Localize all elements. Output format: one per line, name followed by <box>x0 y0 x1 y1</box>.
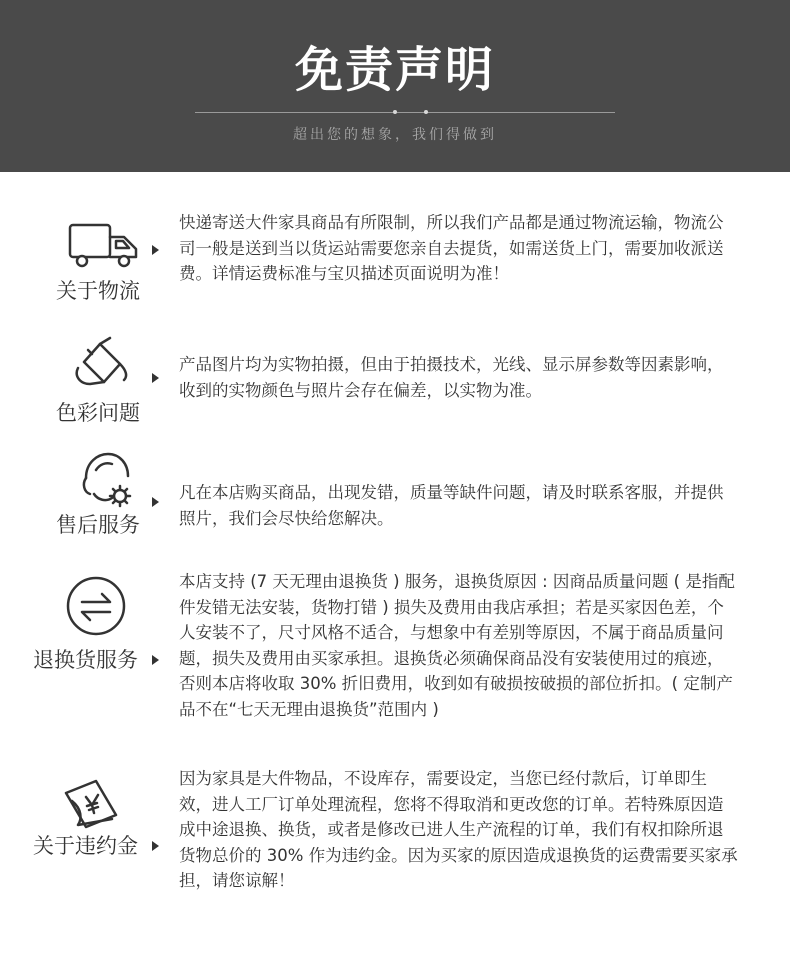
arrow-right-icon <box>152 841 159 851</box>
section-label: 关于违约金 <box>33 834 138 858</box>
page-subtitle: 超出您的想象，我们得做到 <box>293 127 497 143</box>
section-text: 产品图片均为实物拍摄，但由于拍摄技术，光线、显示屏参数等因素影响，收到的实物颜色与照片会存在偏差，以实物为准。 <box>179 355 724 400</box>
paint-bucket-icon <box>66 334 146 404</box>
section-label: 关于物流 <box>56 279 140 303</box>
customer-service-icon <box>66 448 146 518</box>
section-text: 快递寄送大件家具商品有所限制，所以我们产品都是通过物流运输，物流公司一般是送到当以货运站需要您亲自去提货，如需送货上门，需要加收派送费。详情运费标准与宝贝描述页面说明为准！ <box>179 213 724 283</box>
arrow-right-icon <box>152 373 159 383</box>
section-label: 退换货服务 <box>33 648 138 672</box>
delivery-truck-icon <box>66 213 146 283</box>
divider-line <box>397 112 615 113</box>
exchange-icon <box>56 570 136 640</box>
section-text: 凡在本店购买商品，出现发错，质量等缺件问题，请及时联系客服，并提供照片，我们会尽快给您解决。 <box>179 483 724 528</box>
section-label: 售后服务 <box>56 513 140 537</box>
divider-dot <box>393 110 397 114</box>
arrow-right-icon <box>152 497 159 507</box>
arrow-right-icon <box>152 655 159 665</box>
page-title: 免责声明 <box>294 42 495 98</box>
divider-line <box>195 112 393 113</box>
arrow-right-icon <box>152 245 159 255</box>
divider-dot <box>424 110 428 114</box>
section-text: 因为家具是大件物品，不设库存，需要设定，当您已经付款后，订单即生效，进人工厂订单处理流程，您将不得取消和更改您的订单。若特殊原因造成中途退换、换货，或者是修改已进人生产流程的订单，我们有权扣除所退货物总价的 30% 作为违约金。因为买家的原因造成退换货的运费需要买家承担，请您谅解！ <box>179 769 738 890</box>
section-label: 色彩问题 <box>56 401 140 425</box>
header-banner <box>0 0 790 172</box>
section-text: 本店支持 (7 天无理由退换货 ) 服务，退换货原因 : 因商品质量问题 ( 是指配件发错无法安装，货物打错 ) 损失及费用由我店承担；若是买家因色差，个人安装不了，尺寸风格不适合，与想象中有差别等原因，不属于商品质量问题，损失及费用由买家承担。退换货必须确保商品没有安装使用过的痕迹，否则本店将收取 30% 折旧费用，收到如有破损按破损的部位折扣。( 定制产品不在“七天无理由退换货”范围内 ) <box>179 572 735 719</box>
